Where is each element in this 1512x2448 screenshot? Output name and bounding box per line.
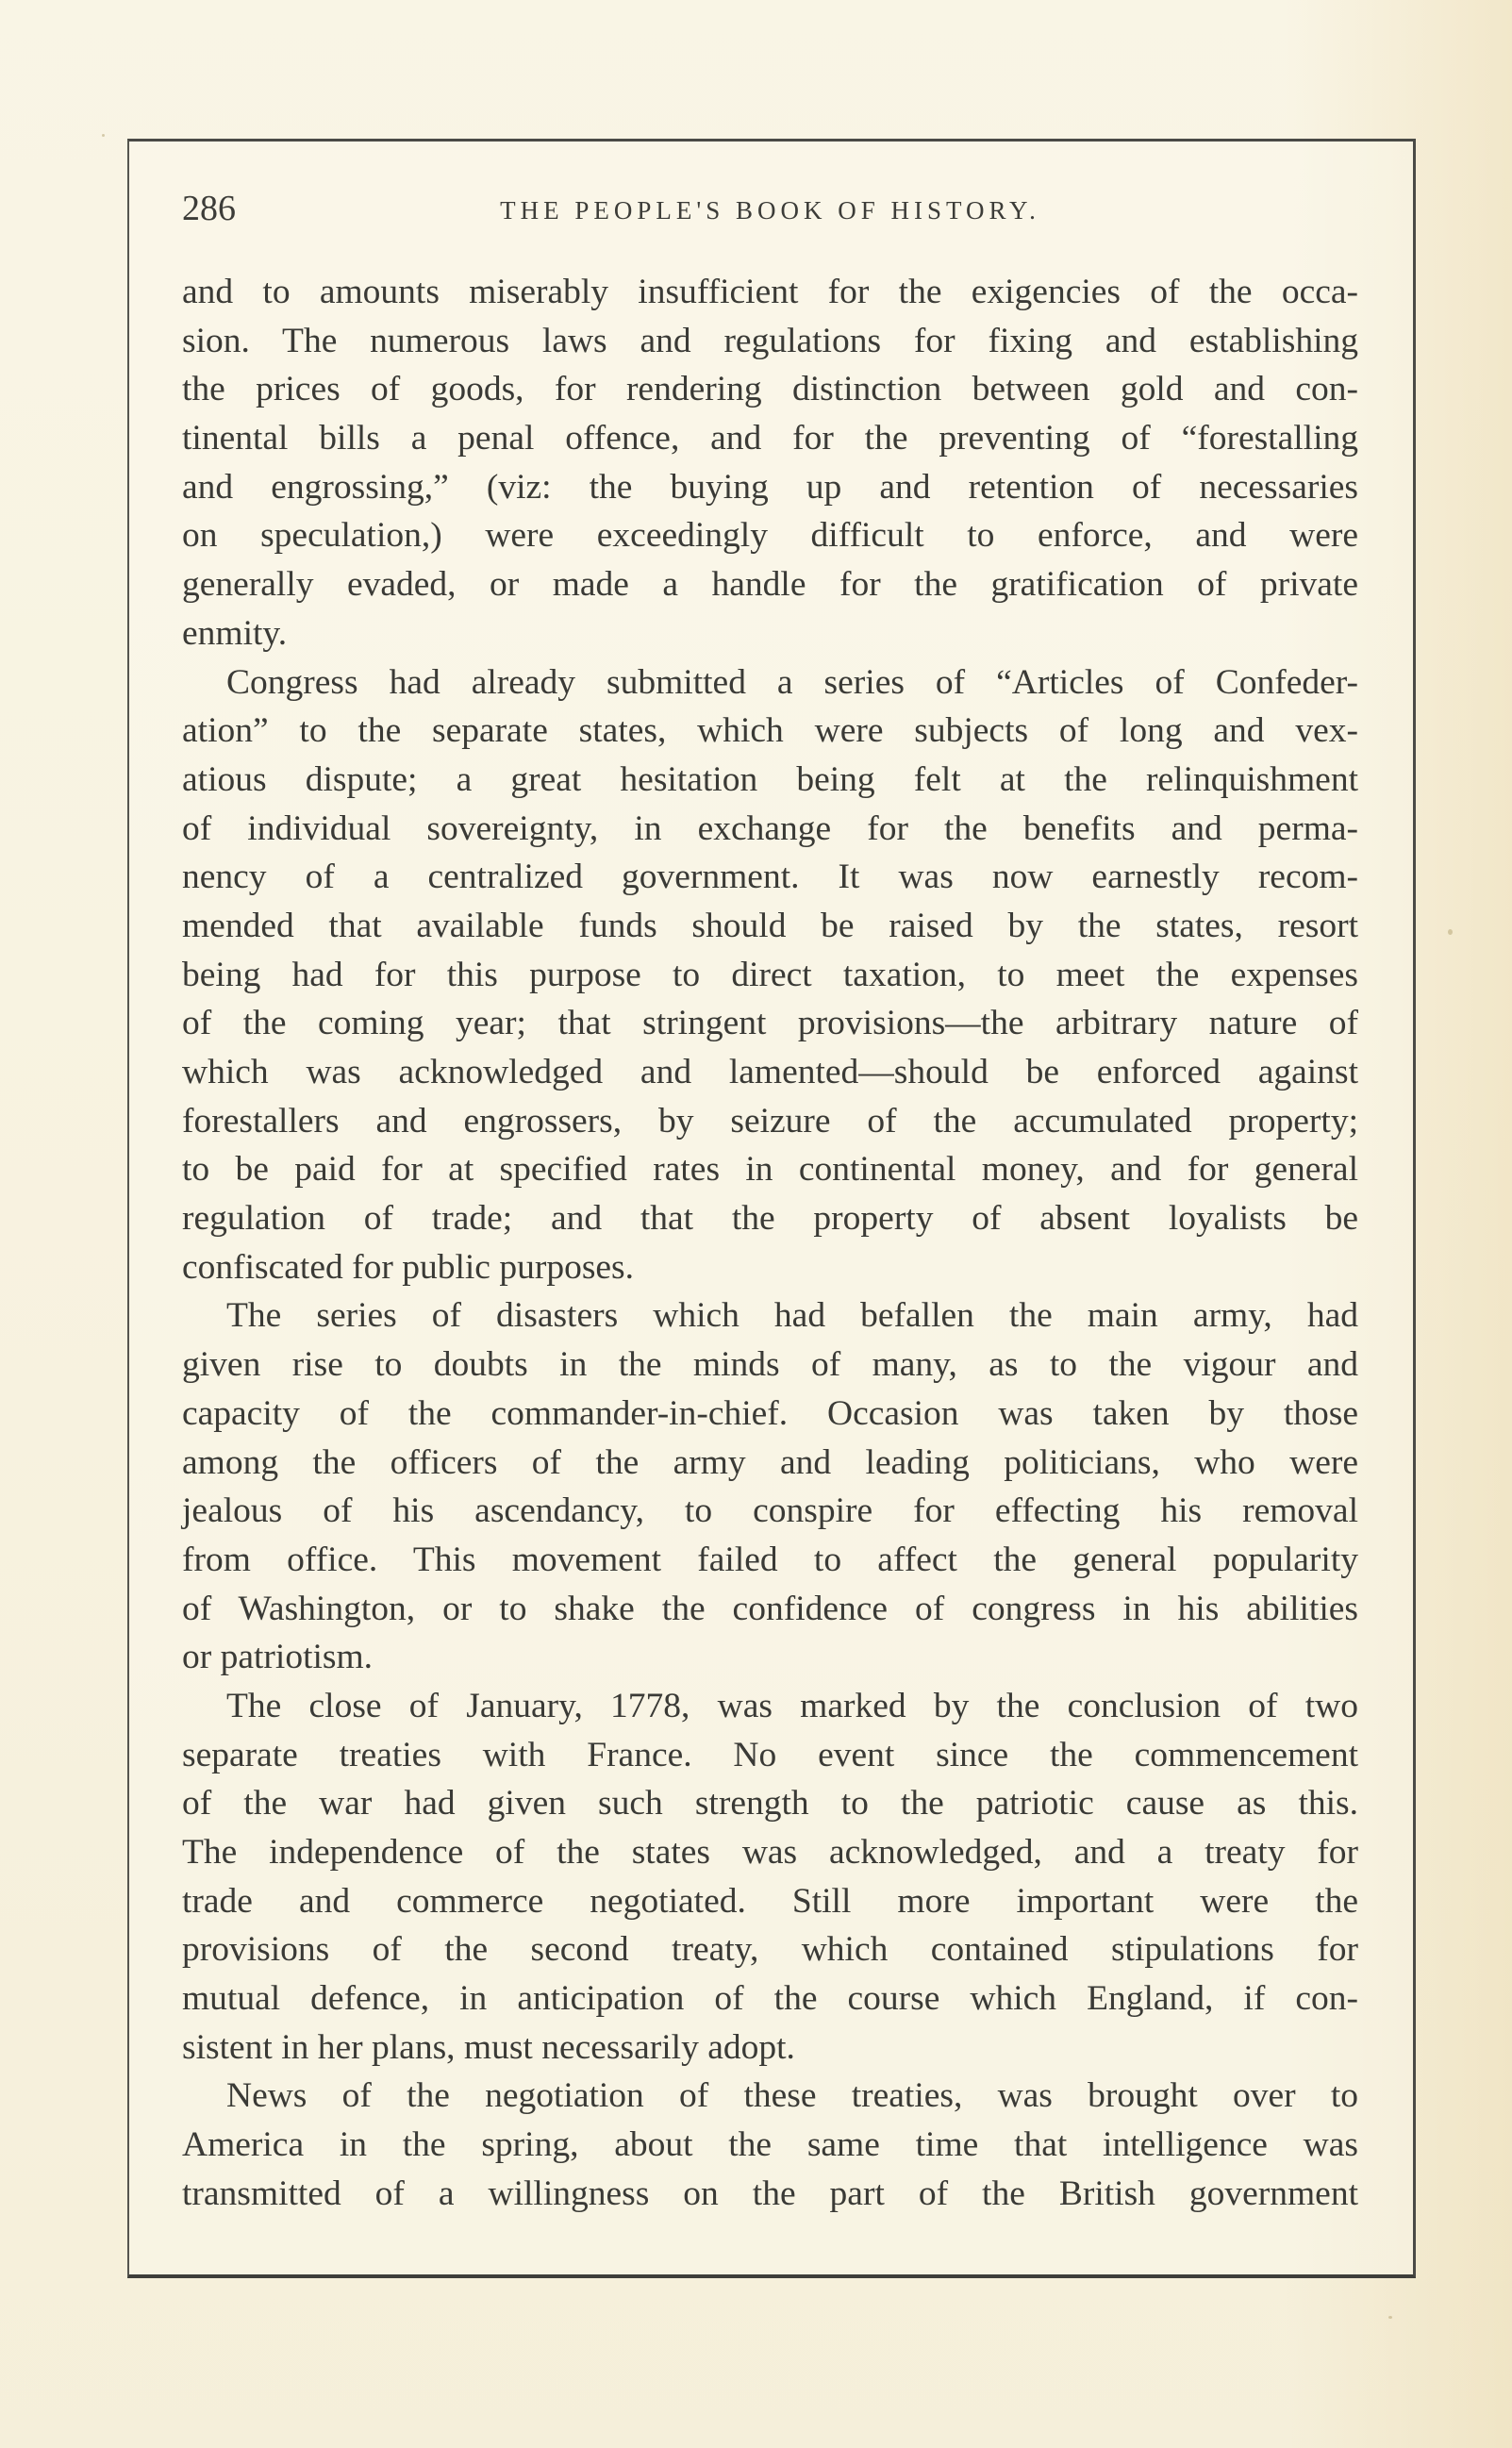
text-line: sion. The numerous laws and regulations for fixing and establishing [182, 321, 1358, 360]
text-line: mended that available funds should be raised by the states, resort [182, 906, 1358, 945]
text-line: nency of a centralized government. It was now earnestly recom- [182, 858, 1358, 897]
text-line: and engrossing,” (viz: the buying up and retention of necessaries [182, 467, 1358, 507]
text-line: ation” to the separate states, which were subjects of long and vex- [182, 711, 1358, 751]
paragraph [182, 658, 1358, 1292]
text-line: confiscated for public purposes. [182, 1247, 635, 1287]
text-line: capacity of the commander-in-chief. Occasion was taken by those [182, 1393, 1358, 1433]
paragraph [182, 2072, 1358, 2218]
text-line: jealous of his ascendancy, to conspire for effecting his removal [182, 1491, 1358, 1531]
running-header [182, 185, 1358, 232]
paragraph [182, 1291, 1358, 1682]
paragraph [182, 268, 1358, 658]
text-line: or patriotism. [182, 1638, 374, 1677]
text-line: to be paid for at specified rates in continental money, and for general [182, 1150, 1358, 1190]
text-line: News of the negotiation of these treaties, was brought over to [226, 2076, 1358, 2116]
text-line: forestallers and engrossers, by seizure of the accumulated property; [182, 1101, 1358, 1141]
text-line: The close of January, 1778, was marked by the conclusion of two [226, 1686, 1358, 1725]
text-line: from office. This movement failed to affect the general popularity [182, 1540, 1358, 1579]
paper-fleck [102, 134, 105, 137]
text-line: enmity. [182, 613, 288, 653]
text-line: sistent in her plans, must necessarily adopt. [182, 2027, 795, 2067]
text-line: and to amounts miserably insufficient for the exigencies of the occa- [182, 273, 1358, 311]
body-text [182, 268, 1358, 2219]
text-line: on speculation,) were exceedingly difficult to enforce, and were [182, 516, 1358, 556]
paper-fleck [1448, 929, 1453, 935]
text-line: regulation of trade; and that the property of absent loyalists be [182, 1199, 1358, 1239]
text-line: America in the spring, about the same time that intelligence was [182, 2125, 1358, 2165]
running-head-title: THE PEOPLE'S BOOK OF HISTORY. [500, 196, 1040, 225]
text-line: being had for this purpose to direct taxation, to meet the expenses [182, 955, 1358, 994]
text-line: mutual defence, in anticipation of the course which England, if con- [182, 1979, 1358, 2019]
text-line: of Washington, or to shake the confidence of congress in his abilities [182, 1589, 1358, 1628]
text-line: given rise to doubts in the minds of many, as to the vigour and [182, 1345, 1358, 1385]
text-line: of the coming year; that stringent provisions—the arbitrary nature of [182, 1004, 1358, 1043]
text-line: which was acknowledged and lamented—should be enforced against [182, 1053, 1358, 1091]
text-line: of the war had given such strength to the patriotic cause as this. [182, 1784, 1358, 1824]
text-line: the prices of goods, for rendering distinction between gold and con- [182, 370, 1358, 409]
paper-fleck [1388, 2316, 1392, 2319]
text-line: among the officers of the army and leading politicians, who were [182, 1442, 1358, 1482]
text-line: transmitted of a willingness on the part of the British government [182, 2173, 1358, 2213]
text-line: separate treaties with France. No event since the commencement [182, 1735, 1358, 1774]
page-number: 286 [182, 189, 236, 228]
text-line: generally evaded, or made a handle for the gratification of private [182, 565, 1358, 605]
text-line: atious dispute; a great hesitation being felt at the relinquishment [182, 759, 1358, 799]
text-line: The series of disasters which had befallen the main army, had [226, 1296, 1358, 1336]
text-line: of individual sovereignty, in exchange for the benefits and perma- [182, 808, 1358, 848]
text-line: provisions of the second treaty, which contained stipulations for [182, 1930, 1358, 1970]
text-line: tinental bills a penal offence, and for the preventing of “forestalling [182, 419, 1358, 458]
text-line: The independence of the states was acknowledged, and a treaty for [182, 1833, 1358, 1872]
text-line: trade and commerce negotiated. Still more important were the [182, 1881, 1358, 1921]
text-line: Congress had already submitted a series of “Articles of Confeder- [226, 662, 1358, 702]
paragraph [182, 1682, 1358, 2073]
